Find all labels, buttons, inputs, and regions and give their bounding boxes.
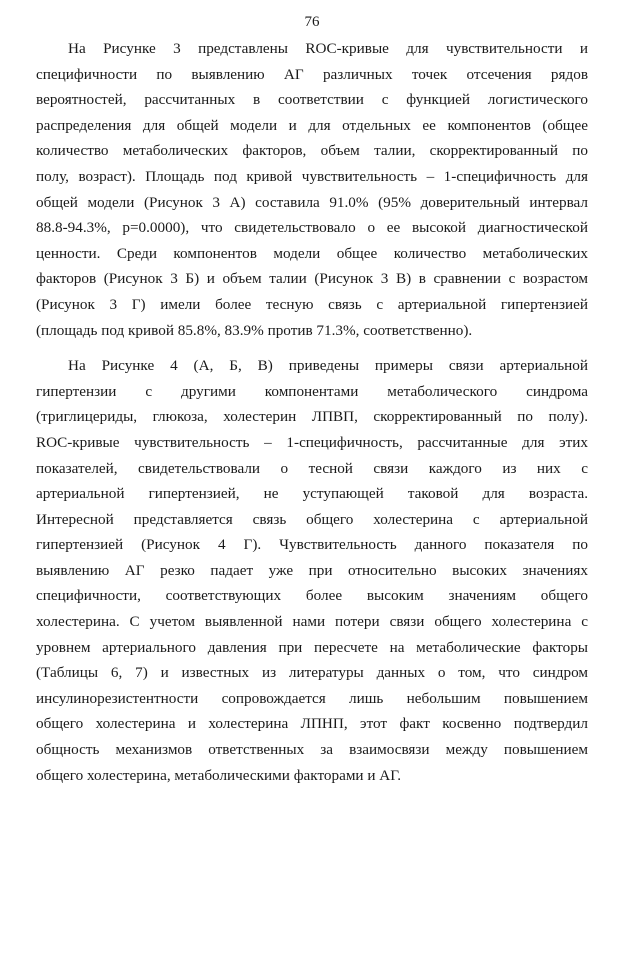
text-line: гипертензией (Рисунок 4 Г). Чувствительность данного показателя по [36,536,588,554]
text-line: полу, возраст). Площадь под кривой чувствительность – 1-специфичность для [36,167,588,185]
text-line: (триглицериды, глюкоза, холестерин ЛПВП, скорректированный по полу). [36,408,588,426]
body-text [36,36,588,788]
text-line: 88.8-94.3%, p=0.0000), что свидетельствовало о ее высокой диагностической [36,219,588,237]
paragraph-gap [36,343,588,353]
text-line: выявлению АГ резко падает уже при относительно высоких значениях [36,561,588,579]
text-line: ценности. Среди компонентов модели общее количество метаболических [36,244,588,262]
page-number: 76 [304,14,320,30]
text-line: На Рисунке 4 (А, Б, В) приведены примеры связи артериальной [68,357,588,375]
text-line: факторов (Рисунок 3 Б) и объем талии (Рисунок 3 В) в сравнении с возрастом [36,270,588,288]
text-line: общего холестерина и холестерина ЛПНП, этот факт косвенно подтвердил [36,715,588,733]
text-line: (площадь под кривой 85.8%, 83.9% против 71.3%, соответственно). [36,321,473,339]
text-line: На Рисунке 3 представлены ROC-кривые для чувствительности и [68,40,588,57]
text-line: артериальной гипертензией, не уступающей таковой для возраста. [36,485,588,503]
text-line: общей модели (Рисунок 3 А) составила 91.0% (95% доверительный интервал [36,193,588,211]
text-line: специфичности, соответствующих более высоким значениям общего [36,587,588,605]
text-line: общего холестерина, метаболическими факторами и АГ. [36,766,402,784]
text-line: количество метаболических факторов, объем талии, скорректированный по [36,142,588,160]
text-line: специфичности по выявлению АГ различных точек отсечения рядов [36,65,588,83]
text-line: вероятностей, рассчитанных в соответствии с функцией логистического [36,91,588,109]
paragraph-1 [36,36,588,343]
text-line: (Рисунок 3 Г) имели более тесную связь с артериальной гипертензией [36,295,588,313]
text-line: общность механизмов ответственных за взаимосвязи между повышением [36,741,588,759]
text-line: Интересной представляется связь общего холестерина с артериальной [36,510,588,528]
text-line: ROC-кривые чувствительность – 1-специфичность, рассчитанные для этих [36,433,588,451]
text-line: (Таблицы 6, 7) и известных из литературы данных о том, что синдром [36,664,588,682]
text-line: распределения для общей модели и для отдельных ее компонентов (общее [36,116,588,134]
paragraph-2 [36,353,588,788]
text-line: показателей, свидетельствовали о тесной связи каждого из них с [36,459,588,477]
text-line: гипертензии с другими компонентами метаболического синдрома [36,382,588,400]
text-line: инсулинорезистентности сопровождается лишь небольшим повышением [36,689,588,707]
text-line: уровнем артериального давления при пересчете на метаболические факторы [36,638,588,656]
text-line: холестерина. С учетом выявленной нами потери связи общего холестерина с [36,613,588,631]
